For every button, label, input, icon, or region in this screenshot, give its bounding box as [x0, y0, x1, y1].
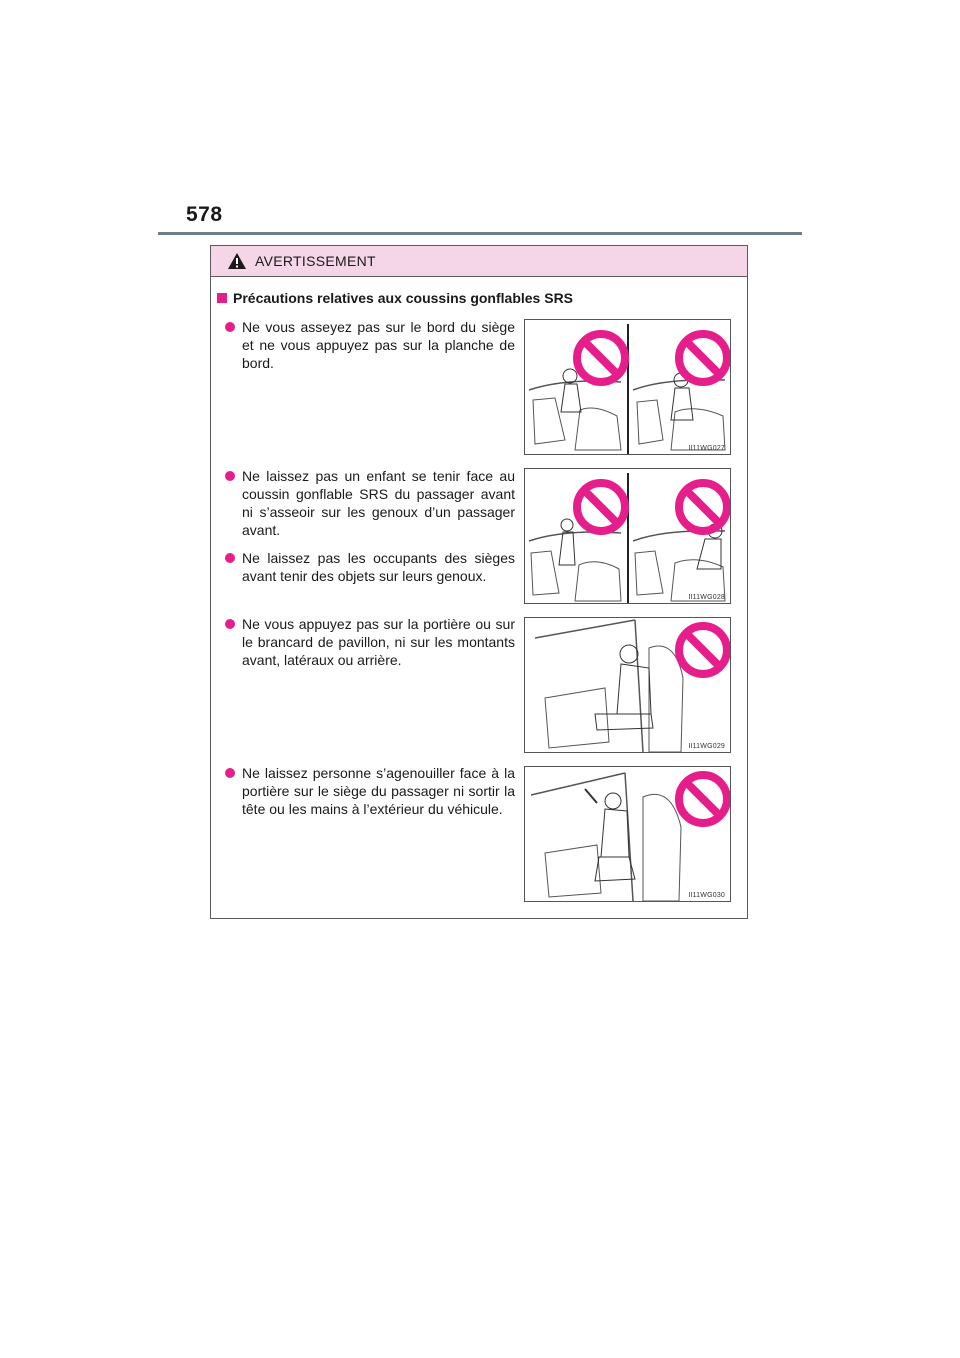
bullet-dot-icon: [225, 471, 235, 481]
page-number: 578: [186, 203, 223, 226]
bullet-dot-icon: [225, 322, 235, 332]
header-rule: [158, 232, 802, 235]
illustration-code: II11WG029: [688, 743, 725, 750]
bullet-text: Ne laissez pas un enfant se tenir face au coussin gonflable SRS du passager avant ni s’asseoir sur les genoux d’un passager avant.: [242, 468, 515, 538]
section-heading-text: Précautions relatives aux coussins gonflables SRS: [233, 290, 574, 306]
section-heading: [217, 290, 573, 306]
warning-triangle-icon: [227, 252, 247, 270]
bullet-group-2: [225, 467, 515, 595]
bullet-dot-icon: [225, 619, 235, 629]
square-bullet-icon: [217, 293, 227, 303]
car-interior-illustration: [525, 618, 730, 752]
illustration-4: [524, 766, 731, 902]
illustration-code: II11WG030: [688, 892, 725, 899]
prohibition-sign-icon: [577, 483, 625, 531]
bullet-text: Ne vous appuyez pas sur la portière ou sur le brancard de pavillon, ni sur les montants avant, latéraux ou arrière.: [242, 616, 515, 668]
prohibition-sign-icon: [679, 775, 727, 823]
illustration-3: [524, 617, 731, 753]
list-item: [225, 467, 515, 539]
prohibition-sign-icon: [679, 626, 727, 674]
warning-title: AVERTISSEMENT: [255, 253, 376, 269]
prohibition-sign-icon: [577, 334, 625, 382]
illustration-1: [524, 319, 731, 455]
list-item: [225, 318, 515, 372]
bullet-group-4: [225, 764, 515, 828]
list-item: [225, 615, 515, 669]
list-item: [225, 764, 515, 818]
bullet-text: Ne laissez pas les occupants des sièges avant tenir des objets sur leurs genoux.: [242, 550, 515, 584]
prohibition-sign-icon: [679, 334, 727, 382]
car-interior-illustration: [525, 469, 730, 603]
warning-box: [210, 245, 748, 919]
car-interior-illustration: [525, 320, 730, 454]
bullet-text: Ne vous asseyez pas sur le bord du siège et ne vous appuyez pas sur la planche de bord.: [242, 319, 515, 371]
illustration-2: [524, 468, 731, 604]
list-item: [225, 549, 515, 585]
warning-header: [211, 246, 747, 277]
illustration-code: II11WG028: [688, 594, 725, 601]
bullet-dot-icon: [225, 553, 235, 563]
bullet-text: Ne laissez personne s’agenouiller face à la portière sur le siège du passager ni sortir la tête ou les mains à l’extérieur du véhicule.: [242, 765, 515, 817]
car-interior-illustration: [525, 767, 730, 901]
bullet-group-3: [225, 615, 515, 679]
bullet-group-1: [225, 318, 515, 382]
prohibition-sign-icon: [679, 483, 727, 531]
illustration-code: II11WG027: [688, 445, 725, 452]
bullet-dot-icon: [225, 768, 235, 778]
